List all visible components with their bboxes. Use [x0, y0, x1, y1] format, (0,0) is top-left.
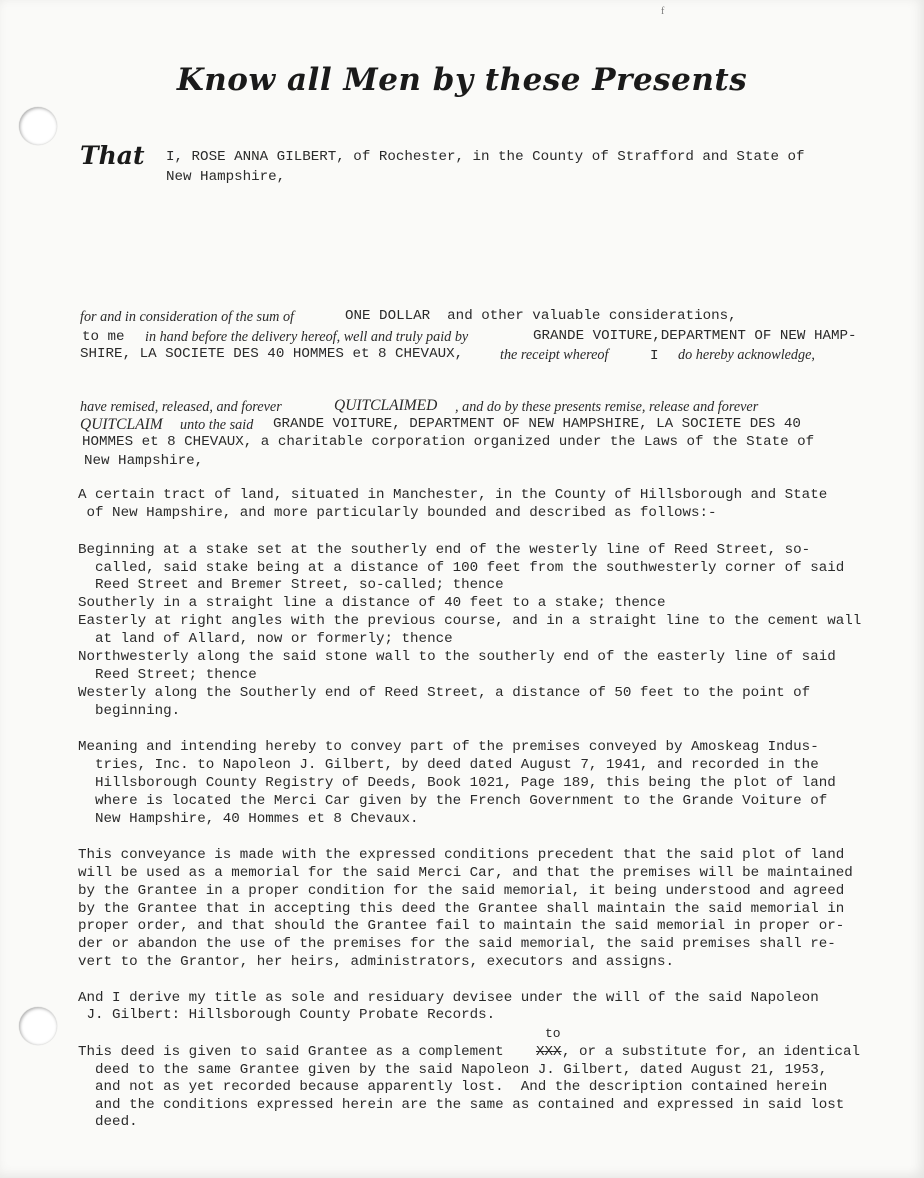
- derive-line: J. Gilbert: Hillsborough County Probate Records.: [78, 1007, 496, 1023]
- derive-line: And I derive my title as sole and residuary devisee under the will of the said Napoleon: [78, 990, 819, 1006]
- deed-line: and not as yet recorded because apparently lost. And the description contained herein: [78, 1079, 828, 1095]
- quitclaim-word: QUITCLAIMED: [334, 397, 438, 414]
- tract-line-2: of New Hampshire, and more particularly bounded and described as follows:-: [78, 505, 717, 521]
- quitclaim-text-3: unto the said: [180, 417, 254, 433]
- bounds-line: Reed Street and Bremer Street, so-called; thence: [78, 577, 504, 593]
- consideration-receipt: the receipt whereof: [500, 347, 609, 363]
- punch-hole-bottom: [19, 1007, 57, 1045]
- punch-hole-top: [19, 107, 57, 145]
- quitclaim-text-2: , and do by these presents remise, release and forever: [455, 399, 759, 415]
- page-title: Know all Men by these Presents: [176, 62, 748, 98]
- tract-line-1: A certain tract of land, situated in Manchester, in the County of Hillsborough and State: [78, 487, 828, 503]
- quitclaim-grantee-2: HOMMES et 8 CHEVAUX, a charitable corporation organized under the Laws of the State of: [82, 434, 815, 450]
- grantor-line-1: I, ROSE ANNA GILBERT, of Rochester, in the County of Strafford and State of: [166, 149, 805, 165]
- consideration-to-me: to me: [82, 329, 125, 345]
- bounds-line: Easterly at right angles with the previous course, and in a straight line to the cement wall: [78, 613, 862, 629]
- deed-line-1b: , or a substitute for, an identical: [562, 1044, 860, 1060]
- bounds-line: called, said stake being at a distance of 100 feet from the southwesterly corner of said: [78, 560, 845, 576]
- meaning-line: where is located the Merci Car given by the French Government to the Grande Voiture of: [78, 793, 828, 809]
- deed-line: deed to the same Grantee given by the said Napoleon J. Gilbert, dated August 21, 1953,: [78, 1062, 828, 1078]
- conveyance-line: This conveyance is made with the expressed conditions precedent that the said plot of land: [78, 847, 845, 863]
- consideration-text-1: for and in consideration of the sum of: [80, 309, 294, 325]
- consideration-pronoun: I: [650, 348, 659, 364]
- bounds-line: Westerly along the Southerly end of Reed Street, a distance of 50 feet to the point of: [78, 685, 811, 701]
- conveyance-line: by the Grantee that in accepting this deed the Grantee shall maintain the said memorial in: [78, 901, 845, 917]
- quitclaim-grantee-3: New Hampshire,: [84, 453, 204, 469]
- bounds-line: Beginning at a stake set at the southerly end of the westerly line of Reed Street, so-: [78, 542, 811, 558]
- quitclaim-word-2: QUITCLAIM: [80, 416, 163, 433]
- consideration-amount: ONE DOLLAR and other valuable considerations,: [345, 308, 737, 324]
- bounds-line: Northwesterly along the said stone wall to the southerly end of the easterly line of said: [78, 649, 836, 665]
- struck-text: XXX: [536, 1044, 562, 1060]
- conveyance-line: vert to the Grantor, her heirs, administrators, executors and assigns.: [78, 954, 674, 970]
- meaning-line: tries, Inc. to Napoleon J. Gilbert, by deed dated August 7, 1941, and recorded in the: [78, 757, 819, 773]
- conveyance-line: proper order, and that should the Grantee fail to maintain the said memorial in proper or-: [78, 918, 845, 934]
- deed-line: deed.: [78, 1114, 138, 1130]
- consideration-payer-1: GRANDE VOITURE,DEPARTMENT OF NEW HAMP-: [533, 328, 857, 344]
- consideration-text-2: in hand before the delivery hereof, well and truly paid by: [145, 329, 469, 345]
- conveyance-line: will be used as a memorial for the said Merci Car, and that the premises will be maintained: [78, 865, 853, 881]
- deed-line: and the conditions expressed herein are the same as contained and expressed in said lost: [78, 1097, 845, 1113]
- bounds-line: beginning.: [78, 703, 181, 719]
- consideration-payer-2: SHIRE, LA SOCIETE DES 40 HOMMES et 8 CHEVAUX,: [80, 346, 464, 362]
- that-heading: That: [80, 141, 145, 170]
- bounds-line: Southerly in a straight line a distance of 40 feet to a stake; thence: [78, 595, 666, 611]
- meaning-line: Meaning and intending hereby to convey part of the premises conveyed by Amoskeag Indus-: [78, 739, 819, 755]
- bounds-line: at land of Allard, now or formerly; thence: [78, 631, 453, 647]
- deed-line-1: This deed is given to said Grantee as a complement: [78, 1044, 504, 1060]
- bounds-line: Reed Street; thence: [78, 667, 257, 683]
- conveyance-line: der or abandon the use of the premises for the said memorial, the said premises shall re-: [78, 936, 836, 952]
- consideration-acknowledge: do hereby acknowledge,: [678, 347, 815, 363]
- meaning-line: Hillsborough County Registry of Deeds, Book 1021, Page 189, this being the plot of land: [78, 775, 836, 791]
- meaning-line: New Hampshire, 40 Hommes et 8 Chevaux.: [78, 811, 419, 827]
- grantor-line-2: New Hampshire,: [166, 169, 286, 185]
- conveyance-line: by the Grantee in a proper condition for the said memorial, it being understood and agreed: [78, 883, 845, 899]
- quitclaim-grantee-1: GRANDE VOITURE, DEPARTMENT OF NEW HAMPSHIRE, LA SOCIETE DES 40: [273, 416, 801, 432]
- handwritten-insert: to: [545, 1026, 561, 1041]
- stray-mark: f: [661, 6, 665, 17]
- quitclaim-text-1: have remised, released, and forever: [80, 399, 282, 415]
